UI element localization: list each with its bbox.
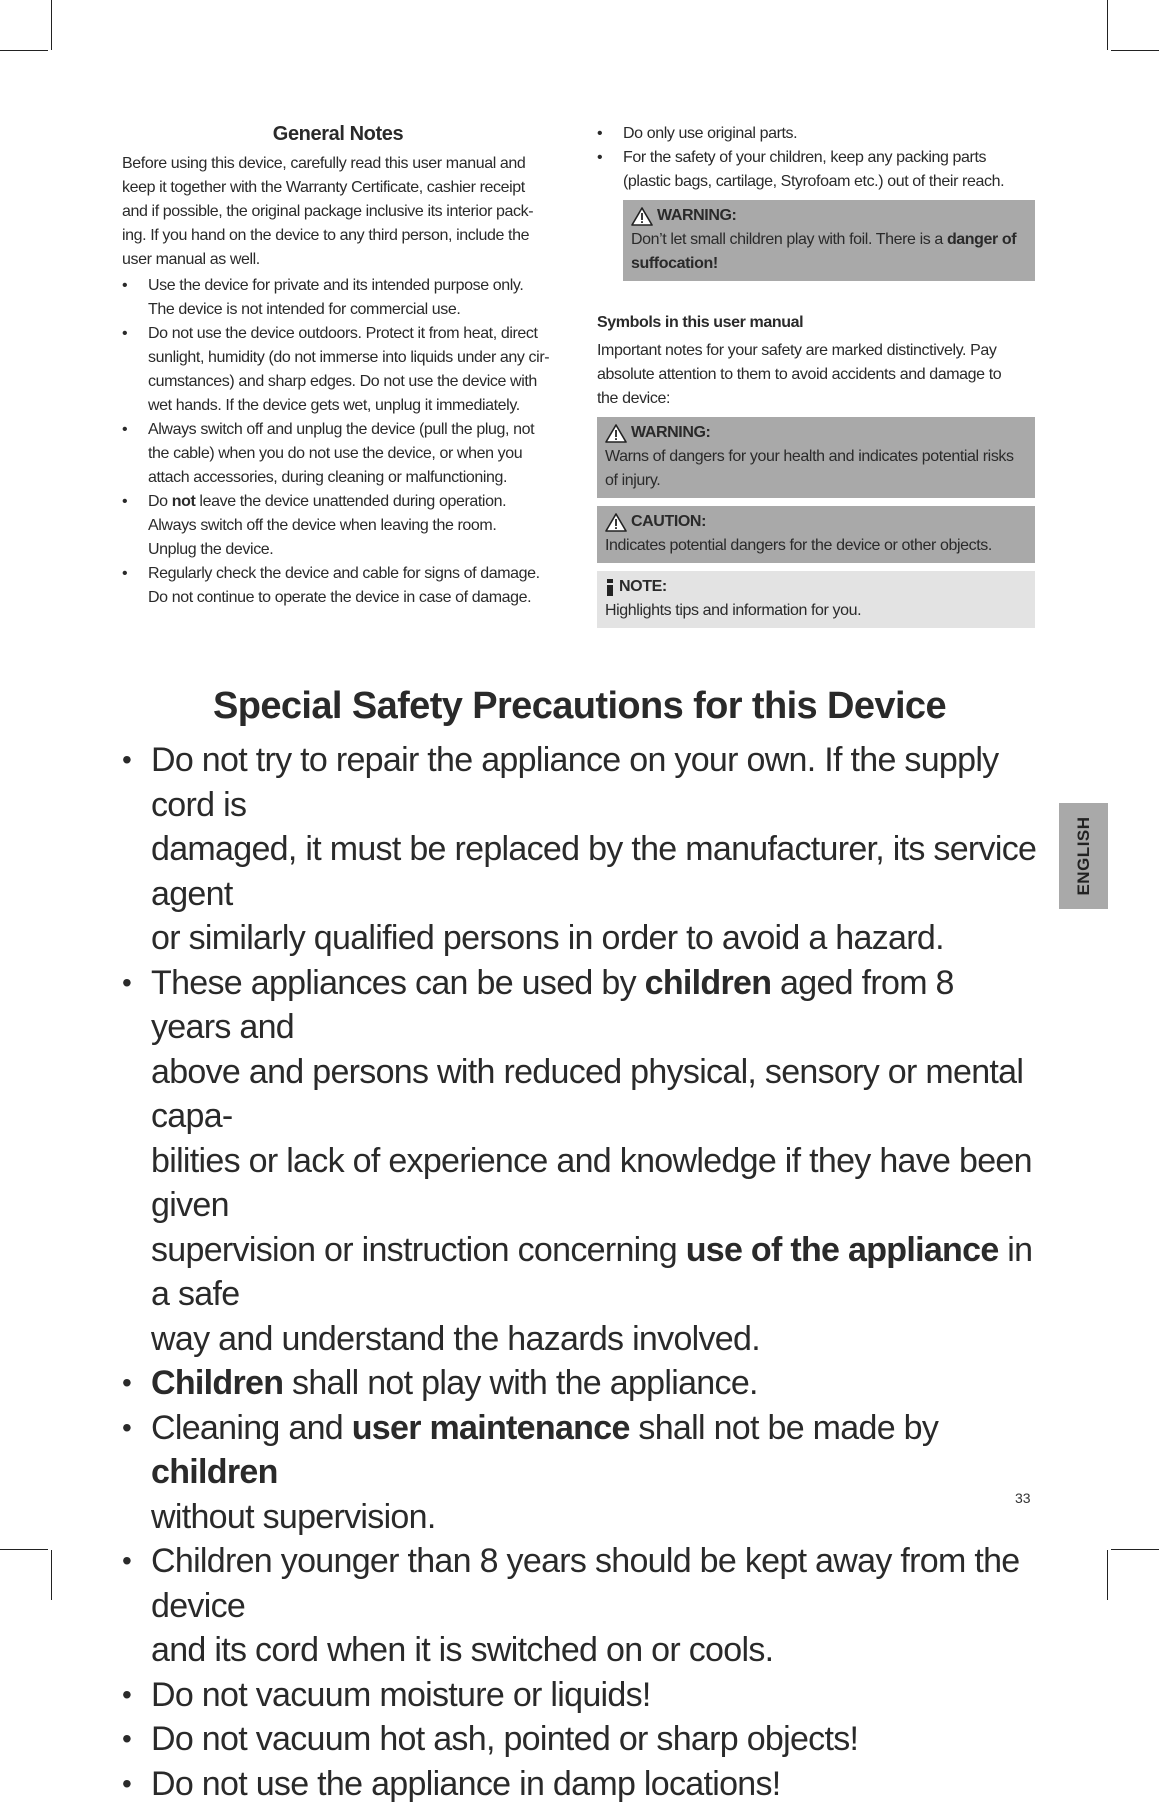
- list-item: [122, 418, 554, 490]
- note-symbol-box: [597, 571, 1035, 628]
- box-heading: [605, 510, 1027, 534]
- intro-line: the device:: [597, 390, 670, 407]
- item-line: Do not use the appliance in damp locations!: [151, 1765, 781, 1803]
- info-icon: [605, 578, 615, 597]
- emphasis: suffocation!: [631, 255, 718, 272]
- crop-mark: [51, 0, 52, 50]
- list-item: [122, 1762, 1042, 1806]
- emphasis: not: [172, 493, 196, 510]
- item-line: Do not continue to operate the device in case of damage.: [148, 589, 531, 606]
- intro-line: Before using this device, carefully read this user manual and: [122, 155, 525, 172]
- caution-triangle-icon: [605, 513, 627, 532]
- item-line: Do only use original parts.: [623, 125, 797, 142]
- item-line: above and persons with reduced physical, sensory or mental capa-: [151, 1053, 1023, 1136]
- general-notes-section: [122, 122, 554, 610]
- item-line: Children younger than 8 years should be kept away from the device: [151, 1542, 1020, 1625]
- warning-triangle-icon: [605, 424, 627, 443]
- item-line: sunlight, humidity (do not immerse into liquids under any cir-: [148, 349, 549, 366]
- box-text: [631, 228, 1027, 276]
- warning-triangle-icon: [631, 207, 653, 226]
- intro-line: absolute attention to them to avoid accidents and damage to: [597, 366, 1001, 383]
- caution-symbol-box: [597, 506, 1035, 563]
- symbols-intro: [597, 339, 1035, 411]
- warning-label: WARNING:: [631, 421, 710, 445]
- symbols-title: Symbols in this user manual: [597, 311, 1035, 335]
- emphasis: Children: [151, 1364, 283, 1402]
- list-item: [122, 738, 1042, 961]
- special-safety-list: [122, 738, 1042, 1806]
- crop-mark: [0, 50, 48, 51]
- item-line: cumstances) and sharp edges. Do not use the device with: [148, 373, 537, 390]
- intro-line: and if possible, the original package inclusive its interior pack-: [122, 203, 533, 220]
- intro-line: Important notes for your safety are marked distinctively. Pay: [597, 342, 996, 359]
- item-line: without supervision.: [151, 1498, 436, 1536]
- text-segment: aged from 8 years and: [151, 964, 954, 1047]
- item-line: Do not vacuum moisture or liquids!: [151, 1676, 651, 1714]
- general-notes-title: General Notes: [122, 122, 554, 146]
- list-item: [597, 122, 1035, 146]
- list-item: [122, 274, 554, 322]
- text-line: Warns of dangers for your health and indicates potential risks: [605, 448, 1014, 465]
- item-line: Do not try to repair the appliance on your own. If the supply cord is: [151, 741, 998, 824]
- item-line: damaged, it must be replaced by the manufacturer, its service agent: [151, 830, 1036, 913]
- general-notes-list: [122, 274, 554, 610]
- item-text: leave the device unattended during operation.: [195, 493, 506, 510]
- intro-line: keep it together with the Warranty Certificate, cashier receipt: [122, 179, 525, 196]
- text-segment: Cleaning and: [151, 1409, 352, 1447]
- item-line: the cable) when you do not use the device, or when you: [148, 445, 522, 462]
- note-label: NOTE:: [619, 575, 667, 599]
- list-item: [122, 961, 1042, 1362]
- item-line: Unplug the device.: [148, 541, 273, 558]
- item-line: (plastic bags, cartilage, Styrofoam etc.) out of their reach.: [623, 173, 1004, 190]
- page-number: 33: [1015, 1490, 1031, 1506]
- list-item: [122, 1539, 1042, 1673]
- crop-mark: [1111, 1549, 1159, 1550]
- box-heading: [631, 204, 1027, 228]
- box-text: [605, 445, 1027, 493]
- suffocation-warning-box: [623, 200, 1035, 281]
- language-tab: [1059, 803, 1108, 909]
- crop-mark: [1107, 1550, 1108, 1600]
- text-segment: shall not be made by: [630, 1409, 939, 1447]
- list-item: [122, 1361, 1042, 1406]
- list-item: [122, 1717, 1042, 1762]
- list-item: [122, 1673, 1042, 1718]
- item-line: Do not use the device outdoors. Protect it from heat, direct: [148, 325, 538, 342]
- item-line: way and understand the hazards involved.: [151, 1320, 760, 1358]
- emphasis: children: [151, 1453, 278, 1491]
- item-line: attach accessories, during cleaning or malfunctioning.: [148, 469, 507, 486]
- crop-mark: [0, 1549, 48, 1550]
- item-text: Do: [148, 493, 172, 510]
- list-item: [122, 562, 554, 610]
- item-line: bilities or lack of experience and knowledge if they have been given: [151, 1142, 1032, 1225]
- item-line: Always switch off the device when leaving the room.: [148, 517, 496, 534]
- parts-list: [597, 122, 1035, 194]
- warning-symbol-box: [597, 417, 1035, 498]
- item-line: wet hands. If the device gets wet, unplug it immediately.: [148, 397, 520, 414]
- crop-mark: [1111, 50, 1159, 51]
- item-line: Regularly check the device and cable for signs of damage.: [148, 565, 540, 582]
- text-segment: supervision or instruction concerning: [151, 1231, 686, 1269]
- item-line: Use the device for private and its intended purpose only.: [148, 277, 523, 294]
- intro-line: ing. If you hand on the device to any third person, include the: [122, 227, 529, 244]
- box-heading: [605, 575, 1027, 599]
- item-line: or similarly qualified persons in order to avoid a hazard.: [151, 919, 944, 957]
- item-line: Always switch off and unplug the device (pull the plug, not: [148, 421, 534, 438]
- emphasis: children: [645, 964, 772, 1002]
- caution-label: CAUTION:: [631, 510, 706, 534]
- box-text: Highlights tips and information for you.: [605, 599, 1027, 623]
- list-item: [122, 1406, 1042, 1540]
- text-line: of injury.: [605, 472, 660, 489]
- list-item: [122, 322, 554, 418]
- item-line: For the safety of your children, keep any packing parts: [623, 149, 986, 166]
- box-text: Indicates potential dangers for the device or other objects.: [605, 534, 1027, 558]
- item-line: The device is not intended for commercial use.: [148, 301, 460, 318]
- crop-mark: [1107, 0, 1108, 50]
- text-segment: in a safe: [151, 1231, 1032, 1314]
- text-segment: These appliances can be used by: [151, 964, 645, 1002]
- list-item: [597, 146, 1035, 194]
- emphasis: use of the appliance: [686, 1231, 999, 1269]
- text-segment: shall not play with the appliance.: [283, 1364, 757, 1402]
- list-item: [122, 490, 554, 562]
- language-label: ENGLISH: [1074, 816, 1094, 895]
- emphasis: danger of: [947, 231, 1016, 248]
- intro-line: user manual as well.: [122, 251, 260, 268]
- crop-mark: [51, 1550, 52, 1600]
- warning-label: WARNING:: [657, 204, 736, 228]
- box-heading: [605, 421, 1027, 445]
- general-notes-intro: [122, 152, 554, 272]
- text-segment: Don’t let small children play with foil. There is a: [631, 231, 947, 248]
- right-column: [597, 122, 1035, 628]
- item-line: Do not vacuum hot ash, pointed or sharp objects!: [151, 1720, 858, 1758]
- item-line: and its cord when it is switched on or cools.: [151, 1631, 773, 1669]
- special-safety-title: Special Safety Precautions for this Device: [0, 684, 1159, 728]
- emphasis: user maintenance: [352, 1409, 630, 1447]
